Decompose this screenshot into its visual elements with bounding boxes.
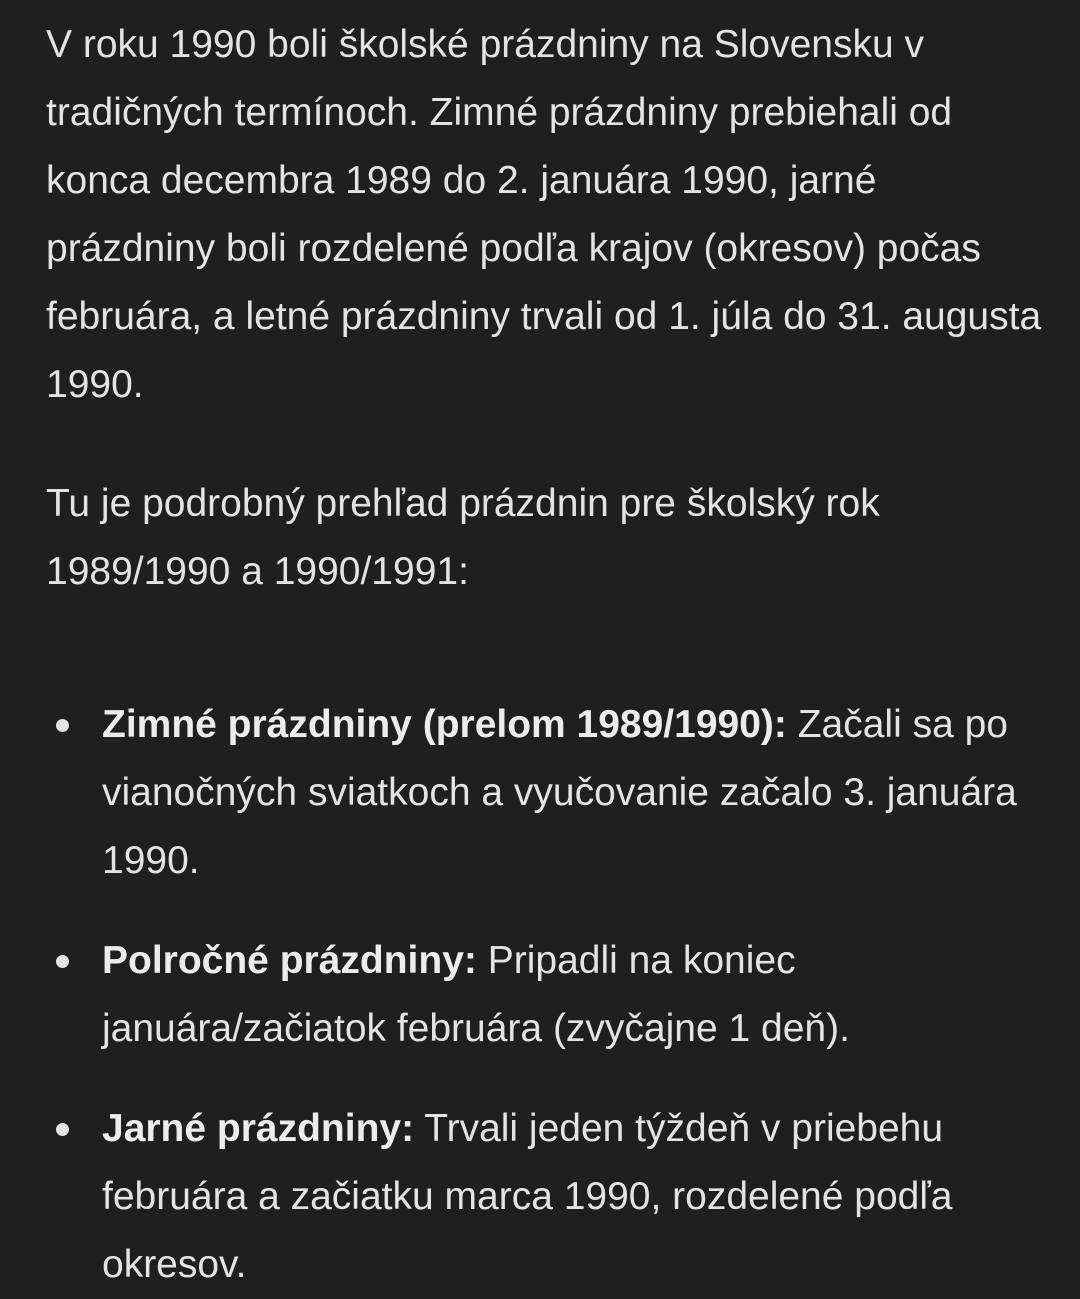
holiday-list bbox=[46, 691, 1046, 1299]
list-item-title: Polročné prázdniny: bbox=[102, 939, 477, 982]
response-content bbox=[46, 11, 1046, 1299]
list-item bbox=[46, 1095, 1046, 1299]
list-item-title: Jarné prázdniny: bbox=[102, 1107, 415, 1150]
overview-paragraph: Tu je podrobný prehľad prázdnin pre školský rok 1989/1990 a 1990/1991: bbox=[46, 482, 880, 593]
list-item-text: Trvali jeden týždeň v priebehu februára a začiatku marca 1990, rozdelené podľa okresov. bbox=[102, 1107, 953, 1286]
list-item bbox=[46, 927, 1046, 1063]
bullet-dot-icon bbox=[56, 1123, 69, 1136]
bullet-dot-icon bbox=[56, 955, 69, 968]
list-item-text: Začali sa po vianočných sviatkoch a vyučovanie začalo 3. januára 1990. bbox=[102, 703, 1017, 882]
list-item bbox=[46, 691, 1046, 895]
intro-paragraph: V roku 1990 boli školské prázdniny na Slovensku v tradičných termínoch. Zimné prázdniny prebiehali od konca decembra 1989 do 2. januára 1990, jarné prázdniny boli rozdelené podľa krajov (okresov) počas februára, a letné prázdniny trvali od 1. júla do 31. augusta 1990. bbox=[46, 23, 1042, 406]
list-item-title: Zimné prázdniny (prelom 1989/1990): bbox=[102, 703, 787, 746]
list-item-text: Pripadli na koniec januára/začiatok februára (zvyčajne 1 deň). bbox=[102, 939, 850, 1050]
bullet-dot-icon bbox=[56, 719, 69, 732]
